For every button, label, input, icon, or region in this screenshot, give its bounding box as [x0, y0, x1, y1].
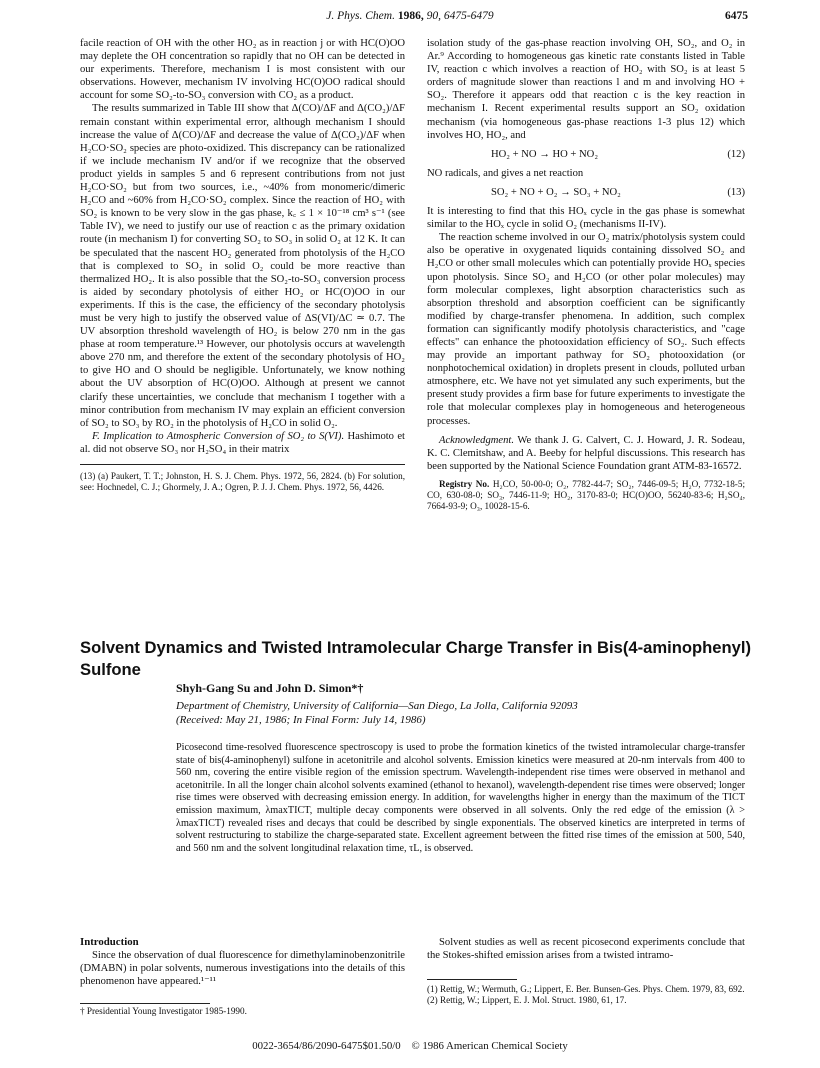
left-column [80, 37, 405, 493]
paragraph: isolation study of the gas-phase reaction involving OH, SO₂, and O₂ in Ar.⁹ According to homogeneous gas kinetic rate constants listed in Table IV, reaction c which involves a reaction of HO₂ with SO₂ is at least 5 orders of magnitude slower than reactions l and m and involving HO + SO₂. Therefore it appears odd that reaction c is the key reaction in mechanism I. Recent experimental results support an SO₂ oxidation mechanism (via homogeneous gas-phase reactions 1-3 plus 12) which involves HO, HO₂, and [427, 38, 745, 141]
registry-text: H₂CO, 50-00-0; O₂, 7782-44-7; SO₂, 7446-09-5; H₂O, 7732-18-5; CO, 630-08-0; SO₃, 7446-11-9; HO₂, 3170-83-0; HC(O)OO, 56240-83-6; H₂SO₄, 7664-93-9; O₃, 10028-15-6. [427, 478, 746, 512]
affiliation-text: Department of Chemistry, University of California—San Diego, La Jolla, California 92093 [176, 700, 578, 712]
article-authors: Shyh-Gang Su and John D. Simon*† [176, 681, 364, 695]
equation-12 [427, 148, 745, 161]
equation-text: HO₂ + NO → HO + NO₂ [491, 148, 599, 160]
paragraph-text: Hashimoto et al. did not observe SO₃ nor H₂SO₄ in their matrix [80, 430, 405, 455]
article-code: 0022-3654/86/2090-6475$01.50/0 [252, 1040, 401, 1052]
page-number: 6475 [725, 10, 748, 22]
received-dates: (Received: May 21, 1986; In Final Form: July 14, 1986) [176, 713, 426, 726]
registry-numbers [427, 479, 745, 513]
journal-volume-pages: 90, 6475-6479 [426, 10, 494, 22]
footnote-divider [427, 979, 517, 980]
equation-number: (12) [727, 148, 745, 160]
article-title: Solvent Dynamics and Twisted Intramolecular Charge Transfer in Bis(4-aminophenyl) Sulfone [80, 638, 751, 679]
equation-text: SO₂ + NO + O₂ → SO₃ + NO₂ [491, 186, 621, 198]
footnote: † Presidential Young Investigator 1985-1990. [80, 1006, 247, 1016]
abstract: Picosecond time-resolved fluorescence spectroscopy is used to probe the formation kinetics of the twisted intramolecular charge-transfer state of bis(4-aminophenyl) sulfone in acetonitrile and alcohol solvents. Emission kinetics were measured at 20-nm intervals from 400 to 560 nm, covering the entire visible region of the emission spectrum. Wavelength-independent rise times were observed in methanol and acetonitrile. In all the longer chain alcohol solvents examined (ethanol to hexanol), wavelength-dependent rise times were observed; longer rise times were observed with decreasing emission energy. In addition, for wavelengths higher in energy than the maximum of the TICT emission maximum, λmaxTICT, multiple decay components were observed in all solvents. Only the red edge of the emission (λ > λmaxTICT) revealed rises and decays that could be described by single exponentials. The observed kinetics are interpreted in terms of solvent restructuring to stabilize the charge-separated state. Excellent agreement between the fitted rise times of the emission at 500, 540, and 560 nm and the solvent longitudinal relaxation time, τL, is observed. [176, 742, 745, 854]
paragraph: The reaction scheme involved in our O₂ matrix/photolysis system could also be operative in oxygenated liquids containing dissolved SO₂ and H₂CO or other small molecules which can potentially provide HOₓ species upon photolysis. Since SO₂ and H₂CO (or other polar molecules) may form molecular complexes, light absorption characteristics such as absorption threshold and absorption coefficient can be significantly modified by charge-transfer phenomena. In addition, such complex formation can significantly modify photolysis characteristics, and "cage effects" can enhance the photooxidation efficiency of SO₂. Such effects may provide an important pathway for SO₂ photooxidation (or nonphotochemical oxidation) in droplets present in clouds, polluted urban atmosphere, etc. We have not yet simulated any such experiments, but the present study provides a firm base for future experiments to investigate the role that molecular complexes play in homogeneous and heterogeneous processes. [427, 232, 745, 427]
paragraph: Since the observation of dual fluorescence for dimethylaminobenzonitrile (DMABN) in polar solvents, numerous investigations into the details of this phenomenon have appeared.¹⁻¹¹ [80, 950, 405, 988]
introduction-left [80, 936, 405, 988]
copyright: © 1986 American Chemical Society [411, 1040, 568, 1052]
paragraph: NO radicals, and gives a net reaction [427, 167, 584, 179]
paragraph: It is interesting to find that this HOₓ cycle in the gas phase is somewhat similar to the HOₓ cycle in solid O₂ (mechanisms II-IV). [427, 206, 745, 231]
paragraph: The results summarized in Table III show that Δ(CO)/ΔF and Δ(CO₂)/ΔF remain constant within experimental error, although mechanism I should increase the value of Δ(CO)/ΔF and decrease the value of Δ(CO₂)/ΔF when H₂CO·SO₂ species are photo-oxidized. This discrepancy can be rationalized if we include mechanism IV and/or if we recognize that the observed product yields in samples 5 and 6 represent contributions from not just H₂CO·SO₂ but from two sources, i.e., ~40% from monomeric/dimeric H₂CO and ~60% from H₂CO·SO₂ complex. Since the reaction of HO₂ with SO₂ is known to be very slow in the gas phase, k꜀ ≤ 1 × 10⁻¹⁸ cm³ s⁻¹ (see Table IV), we need to justify our use of reaction c as the primary oxidation route (in mechanism I) for converting SO₂ to SO₃ in solid O₂ at 12 K. It can be speculated that the nascent HO₂ generated from photolysis of the H₂CO that is complexed to SO₂ in solid O₂ could be more reactive than thermalized HO₂. It is also possible that the SO₂-to-SO₃ conversion process is aided by secondary photolysis of either HO₂ or HC(O)OO in our experiments. If this is the case, the efficiency of the secondary photolysis must be very high to justify the observed value of ΔS(VI)/ΔC ≃ 0.7. The UV absorption threshold wavelength of HO₂ is below 270 nm in the gas phase at room temperature.¹³ However, our photolysis occurs at wavelength above 270 nm, and therefore the extent of the secondary photolysis of HO₂ to give HO and O should be negligible. Unfortunately, we know nothing about the UV absorption of HC(O)OO. Although at present we cannot clarify these uncertainties, we conclude that mechanism I together with a minor contribution from mechanism IV may explain an efficient conversion of SO₂ to SO₃ by RO₂ in the photolysis of H₂CO in solid O₂. [80, 103, 405, 429]
journal-year: 1986, [397, 10, 424, 22]
paragraph: facile reaction of OH with the other HO₂ as in reaction j or with HC(O)OO may deplete the OH concentration so rapidly that no OH can be detected in our experiments. Therefore, mechanism I is most consistent with our observations. However, mechanism IV involving HC(O)OO radical should account for some SO₂-to-SO₃ conversion with CO₂ as a product. [80, 38, 405, 102]
running-header [0, 10, 820, 22]
article-affiliation [176, 700, 578, 727]
footnote: (2) Rettig, W.; Lippert, E. J. Mol. Struct. 1980, 61, 17. [427, 995, 627, 1006]
footnote: (1) Rettig, W.; Wermuth, G.; Lippert, E. Ber. Bunsen-Ges. Phys. Chem. 1979, 83, 692. [427, 984, 745, 994]
right-column [427, 37, 745, 513]
acknowledgment-text: We thank J. G. Calvert, C. J. Howard, J. R. Sodeau, K. C. Clemitshaw, and A. Beeby for helpful discussions. This research has been supported by the National Science Foundation grant ATM-83-16572. [427, 434, 745, 472]
introduction-right [427, 936, 745, 962]
acknowledgment-heading: Acknowledgment. [439, 434, 515, 446]
footnote: (13) (a) Paukert, T. T.; Johnston, H. S. J. Chem. Phys. 1972, 56, 2824. (b) For solution, see: Hochnedel, C. J.; Ghormely, J. A.; Ogren, P. J. J. Chem. Phys. 1972, 56, 4426. [80, 471, 405, 493]
registry-heading: Registry No. [439, 478, 490, 489]
equation-number: (13) [727, 186, 745, 198]
acknowledgment [427, 434, 745, 473]
journal-name: J. Phys. Chem. [326, 10, 395, 22]
paragraph [80, 430, 405, 456]
introduction-heading: Introduction [80, 936, 139, 948]
reference-footnotes [427, 984, 745, 1006]
footnote-divider [80, 1003, 210, 1004]
footnote-divider [80, 464, 405, 465]
equation-13 [427, 186, 745, 199]
page-footer [0, 1040, 820, 1052]
paragraph: Solvent studies as well as recent picosecond experiments conclude that the Stokes-shifted emission arises from a twisted intramo- [427, 937, 745, 962]
section-heading: F. Implication to Atmospheric Conversion of SO₂ to S(VI). [92, 430, 345, 442]
